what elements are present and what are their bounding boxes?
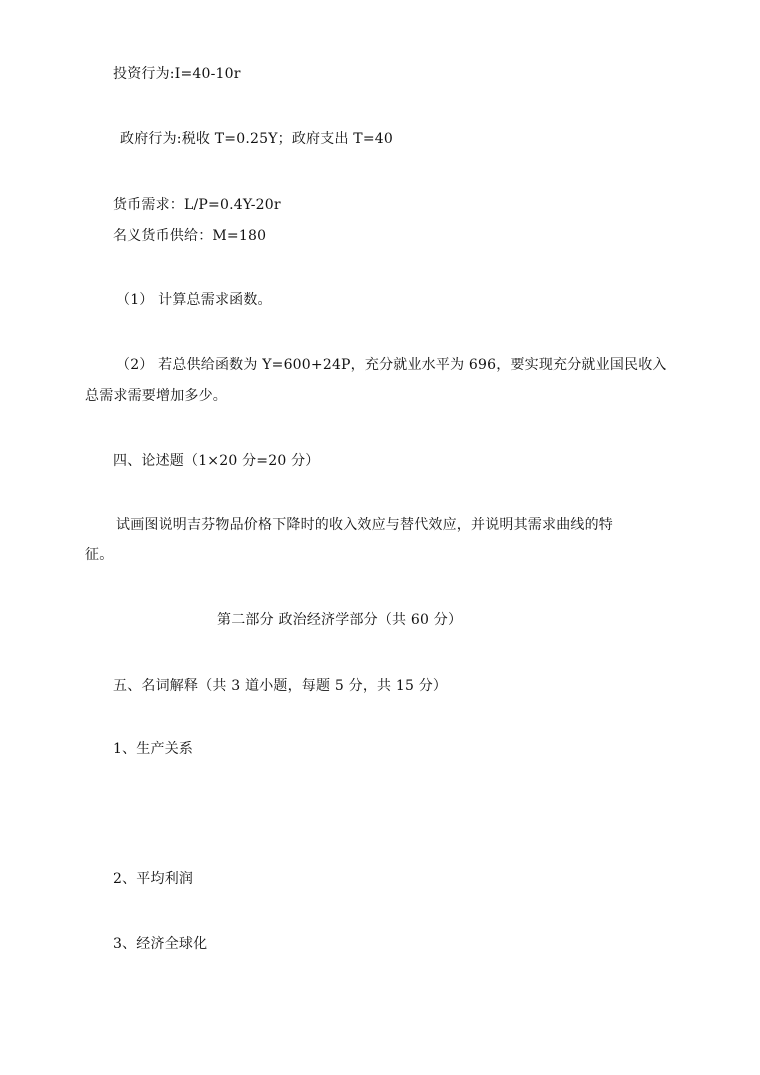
essay-question-line-2: 征。 xyxy=(85,547,114,563)
government-behavior-line: 政府行为:税收 T=0.25Y；政府支出 T=40 xyxy=(120,131,393,147)
section-4-heading: 四、论述题（1×20 分=20 分） xyxy=(113,453,320,469)
investment-behavior-line: 投资行为:I=40-10r xyxy=(113,66,241,82)
essay-question-line-1: 试画图说明吉芬物品价格下降时的收入效应与替代效应，并说明其需求曲线的特 xyxy=(116,517,613,533)
question-2-line-2: 总需求需要增加多少。 xyxy=(85,388,227,404)
term-3: 3、经济全球化 xyxy=(113,936,208,952)
section-5-heading: 五、名词解释（共 3 道小题，每题 5 分，共 15 分） xyxy=(113,678,448,694)
money-demand-line: 货币需求：L/P=0.4Y-20r xyxy=(113,197,281,213)
term-2: 2、平均利润 xyxy=(113,871,194,887)
term-1: 1、生产关系 xyxy=(113,741,194,757)
part-2-heading: 第二部分 政治经济学部分（共 60 分） xyxy=(217,612,463,628)
money-supply-line: 名义货币供给：M=180 xyxy=(113,228,267,244)
question-2-line-1: （2） 若总供给函数为 Y=600+24P，充分就业水平为 696，要实现充分就业国民收入 xyxy=(116,357,667,373)
question-1: （1） 计算总需求函数。 xyxy=(116,292,272,308)
